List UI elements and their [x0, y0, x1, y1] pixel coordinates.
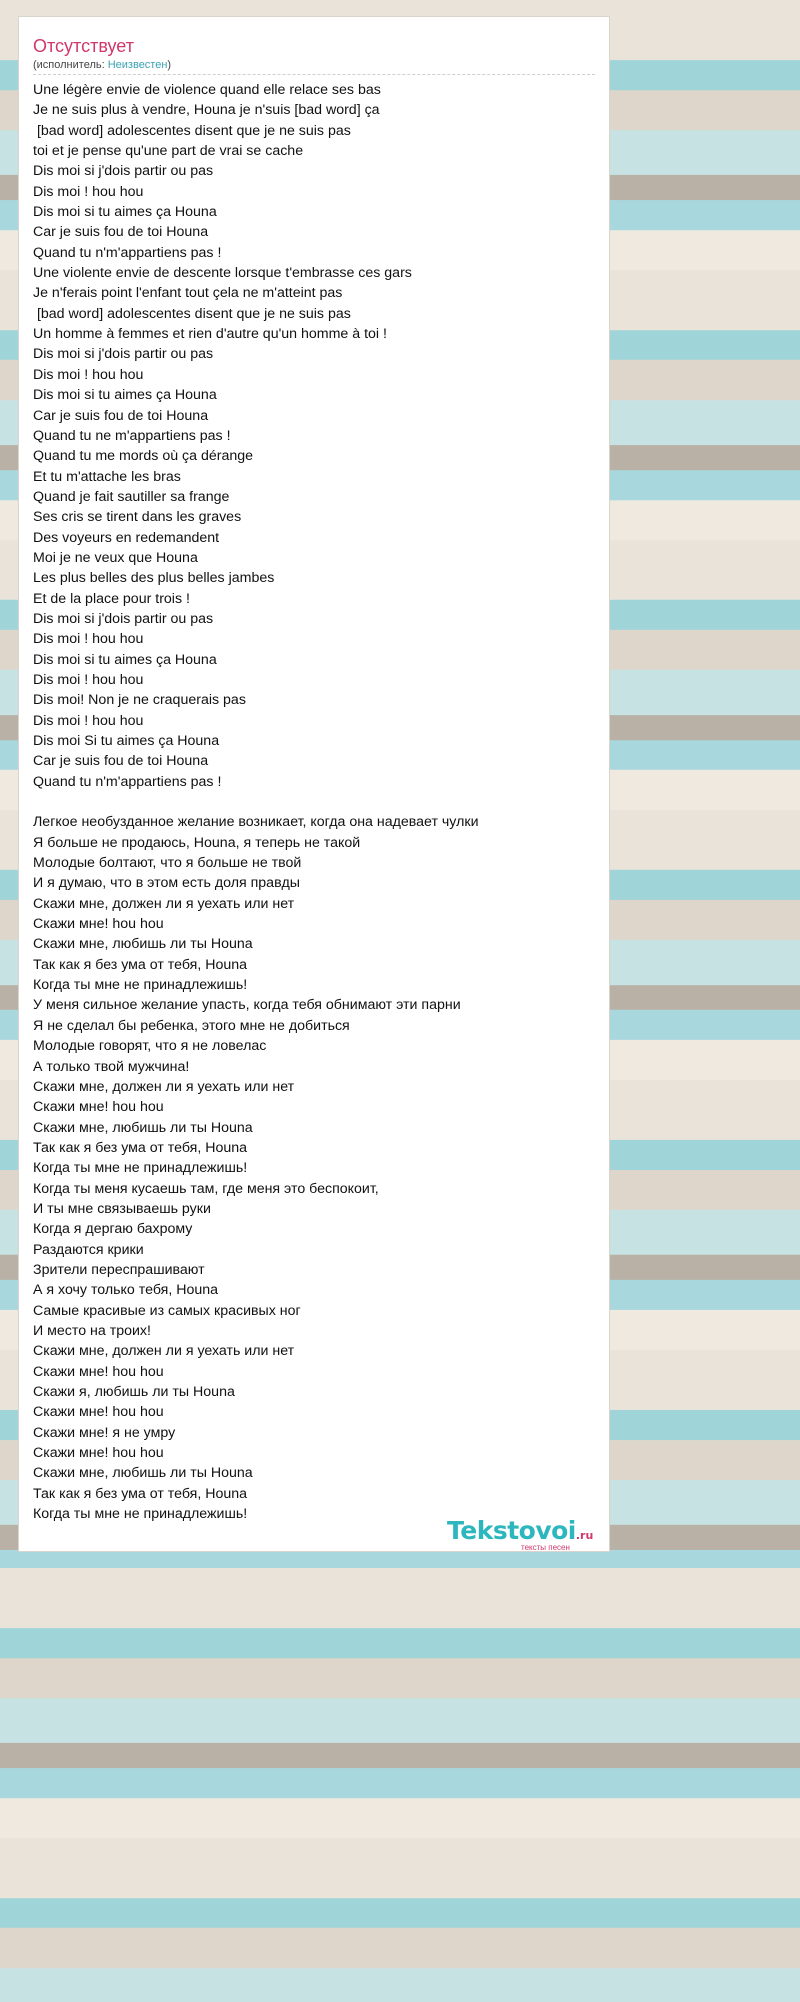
lyric-line: Скажи мне, должен ли я уехать или нет — [33, 1078, 295, 1095]
lyric-line: Скажи мне! hou hou — [33, 1363, 164, 1380]
lyric-line: Легкое необузданное желание возникает, когда она надевает чулки — [33, 814, 479, 831]
artist-prefix: (исполнитель: — [33, 59, 108, 71]
lyric-line: А только твой мужчина! — [33, 1058, 190, 1075]
lyric-line: Quand tu me mords où ça dérange — [33, 448, 254, 465]
lyric-line: Dis moi si tu aimes ça Houna — [33, 387, 217, 404]
lyric-line: Dis moi ! hou hou — [33, 671, 144, 688]
lyric-line: Когда ты мне не принадлежишь! — [33, 1506, 248, 1523]
lyric-line: У меня сильное желание упасть, когда тебя обнимают эти парни — [33, 997, 461, 1014]
lyric-line: Скажи мне, любишь ли ты Houna — [33, 1465, 253, 1482]
lyric-line: Car je suis fou de toi Houna — [33, 753, 209, 770]
lyric-line: [bad word] adolescentes disent que je ne suis pas — [33, 305, 351, 322]
song-title: Отсутствует — [33, 36, 134, 56]
lyric-line: И я думаю, что в этом есть доля правды — [33, 875, 300, 892]
artist-line — [33, 58, 171, 72]
lyrics-card — [18, 16, 610, 1552]
lyric-line: Dis moi si tu aimes ça Houna — [33, 204, 217, 221]
stanza-gap — [33, 792, 598, 812]
lyric-line: Quand je fait sautiller sa frange — [33, 488, 230, 505]
lyric-line: И место на троих! — [33, 1322, 151, 1339]
lyrics-french — [33, 80, 598, 792]
lyric-line: Когда ты мне не принадлежишь! — [33, 977, 248, 994]
lyric-line: Dis moi ! hou hou — [33, 366, 144, 383]
lyric-line: Скажи мне! hou hou — [33, 916, 164, 933]
lyric-line: Une violente envie de descente lorsque t'embrasse ces gars — [33, 265, 412, 282]
lyric-line: Dis moi ! hou hou — [33, 631, 144, 648]
lyric-line: Une légère envie de violence quand elle relace ses bas — [33, 82, 381, 98]
tekstovoi-logo[interactable] — [447, 1517, 607, 1551]
lyric-line: Quand tu n'm'appartiens pas ! — [33, 773, 222, 790]
lyric-line: Ses cris se tirent dans les graves — [33, 509, 242, 526]
lyric-line: Dis moi si tu aimes ça Houna — [33, 651, 217, 668]
logo-name: Tekstovoi — [447, 1516, 576, 1545]
lyric-line: И ты мне связываешь руки — [33, 1200, 211, 1217]
lyric-line: Самые красивые из самых красивых ног — [33, 1302, 301, 1319]
lyric-line: Dis moi si j'dois partir ou pas — [33, 610, 214, 627]
lyric-line: Quand tu n'm'appartiens pas ! — [33, 244, 222, 261]
lyrics-text — [33, 80, 598, 1524]
lyric-line: Dis moi si j'dois partir ou pas — [33, 163, 214, 180]
lyric-line: Когда ты меня кусаешь там, где меня это беспокоит, — [33, 1180, 379, 1197]
lyric-line: Et tu m'attache les bras — [33, 468, 181, 485]
lyric-line: Dis moi ! hou hou — [33, 712, 144, 729]
artist-suffix: ) — [167, 59, 172, 71]
logo-tld: .ru — [575, 1529, 594, 1542]
title-divider — [33, 74, 595, 75]
lyric-line: Dis moi! Non je ne craquerais pas — [33, 692, 246, 709]
lyric-line: Когда ты мне не принадлежишь! — [33, 1160, 248, 1177]
lyric-line: Скажи я, любишь ли ты Houna — [33, 1384, 235, 1400]
lyric-line: Moi je ne veux que Houna — [33, 549, 198, 566]
lyric-line: Зрители переспрашивают — [33, 1261, 205, 1278]
lyric-line: Je n'ferais point l'enfant tout çela ne m'atteint pas — [33, 285, 343, 302]
lyric-line: Un homme à femmes et rien d'autre qu'un homme à toi ! — [33, 326, 387, 343]
lyric-line: Раздаются крики — [33, 1241, 144, 1258]
lyric-line: Скажи мне! hou hou — [33, 1404, 164, 1421]
lyric-line: Скажи мне! hou hou — [33, 1099, 164, 1116]
lyric-line: Когда я дергаю бахрому — [33, 1221, 193, 1238]
lyric-line: toi et je pense qu'une part de vrai se cache — [33, 143, 304, 160]
lyric-line: Car je suis fou de toi Houna — [33, 407, 209, 424]
artist-link[interactable]: Неизвестен — [107, 59, 168, 71]
lyric-line: Скажи мне, любишь ли ты Houna — [33, 1119, 253, 1136]
lyric-line: Dis moi si j'dois partir ou pas — [33, 346, 214, 363]
lyric-line: Et de la place pour trois ! — [33, 590, 190, 607]
lyric-line: Dis moi ! hou hou — [33, 183, 144, 200]
lyrics-russian — [33, 812, 598, 1524]
lyric-line: Я больше не продаюсь, Houna, я теперь не такой — [33, 834, 361, 851]
lyric-line: Les plus belles des plus belles jambes — [33, 570, 275, 587]
lyric-line: Скажи мне, должен ли я уехать или нет — [33, 1343, 295, 1360]
lyric-line: А я хочу только тебя, Houna — [33, 1282, 219, 1299]
lyric-line: Car je suis fou de toi Houna — [33, 224, 209, 241]
lyric-line: Dis moi Si tu aimes ça Houna — [33, 733, 220, 749]
lyric-line: Скажи мне! я не умру — [33, 1424, 176, 1441]
lyric-line: Скажи мне, должен ли я уехать или нет — [33, 895, 295, 912]
logo-tagline: тексты песен — [521, 1543, 570, 1552]
lyric-line: Quand tu ne m'appartiens pas ! — [33, 427, 231, 444]
lyric-line: Je ne suis plus à vendre, Houna je n'suis [bad word] ça — [33, 102, 380, 119]
lyric-line: [bad word] adolescentes disent que je ne suis pas — [33, 122, 351, 139]
lyric-line: Я не сделал бы ребенка, этого мне не добиться — [33, 1017, 350, 1034]
lyric-line: Так как я без ума от тебя, Houna — [33, 956, 248, 973]
lyric-line: Молодые болтают, что я больше не твой — [33, 855, 302, 872]
lyric-line: Скажи мне, любишь ли ты Houna — [33, 936, 253, 953]
lyric-line: Так как я без ума от тебя, Houna — [33, 1485, 248, 1502]
lyric-line: Des voyeurs en redemandent — [33, 529, 220, 546]
lyric-line: Скажи мне! hou hou — [33, 1445, 164, 1462]
lyric-line: Так как я без ума от тебя, Houna — [33, 1139, 248, 1156]
lyric-line: Молодые говорят, что я не ловелас — [33, 1038, 267, 1055]
